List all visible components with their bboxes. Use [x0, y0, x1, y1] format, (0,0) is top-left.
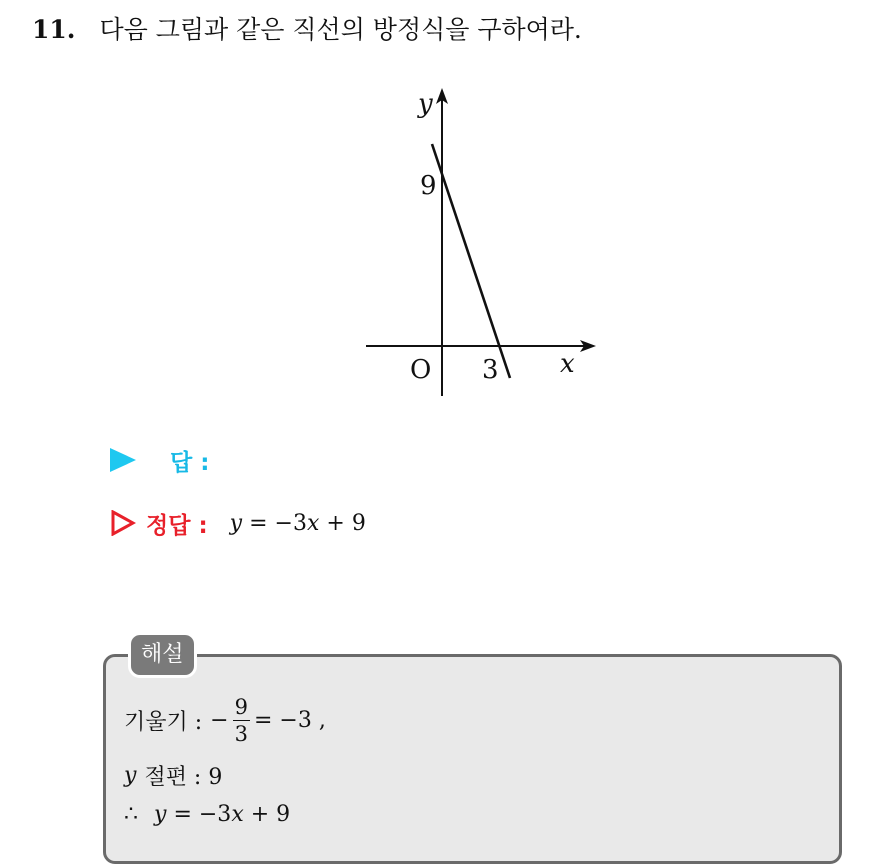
correct-answer-row	[110, 506, 366, 540]
final-tail: + 9	[250, 801, 291, 827]
slope-result: = −3 ,	[253, 707, 326, 733]
slope-fraction	[233, 694, 250, 747]
outline-triangle-icon	[110, 510, 136, 536]
question-number: 11.	[32, 15, 76, 44]
correct-answer-value: y = −3x + 9	[229, 510, 366, 536]
question-prompt: 다음 그림과 같은 직선의 방정식을 구하여라.	[99, 15, 582, 44]
y-intercept-label: 9	[420, 171, 437, 201]
coordinate-graph	[350, 80, 610, 410]
final-eq: =	[173, 801, 192, 827]
explanation-conclusion-line	[124, 798, 290, 830]
explanation-slope-line	[124, 688, 326, 752]
slope-label: 기울기 :	[124, 709, 203, 735]
explanation-intercept-line	[124, 760, 222, 790]
slope-numerator: 9	[234, 694, 248, 719]
final-lhs: y	[154, 801, 167, 827]
final-minus: −3	[198, 801, 232, 827]
graph-svg	[350, 80, 610, 410]
origin-label: O	[410, 355, 432, 385]
slope-sign: −	[210, 707, 229, 733]
answer-blank-row	[110, 443, 209, 477]
x-axis-label: x	[560, 349, 575, 379]
answer-label: 답 :	[170, 449, 210, 476]
correct-answer-label: 정답 :	[146, 512, 208, 539]
explanation-tag: 해설	[128, 632, 197, 678]
slope-denominator: 3	[234, 721, 248, 746]
graph-line	[432, 144, 510, 378]
intercept-label: 절편 : 9	[144, 764, 223, 790]
x-intercept-label: 3	[482, 355, 499, 385]
y-axis-label: y	[418, 89, 433, 119]
question-text	[32, 14, 582, 46]
intercept-variable: y	[124, 762, 137, 788]
play-triangle-icon	[110, 448, 136, 472]
therefore-symbol: ∴	[124, 801, 138, 827]
final-x: x	[231, 801, 244, 827]
